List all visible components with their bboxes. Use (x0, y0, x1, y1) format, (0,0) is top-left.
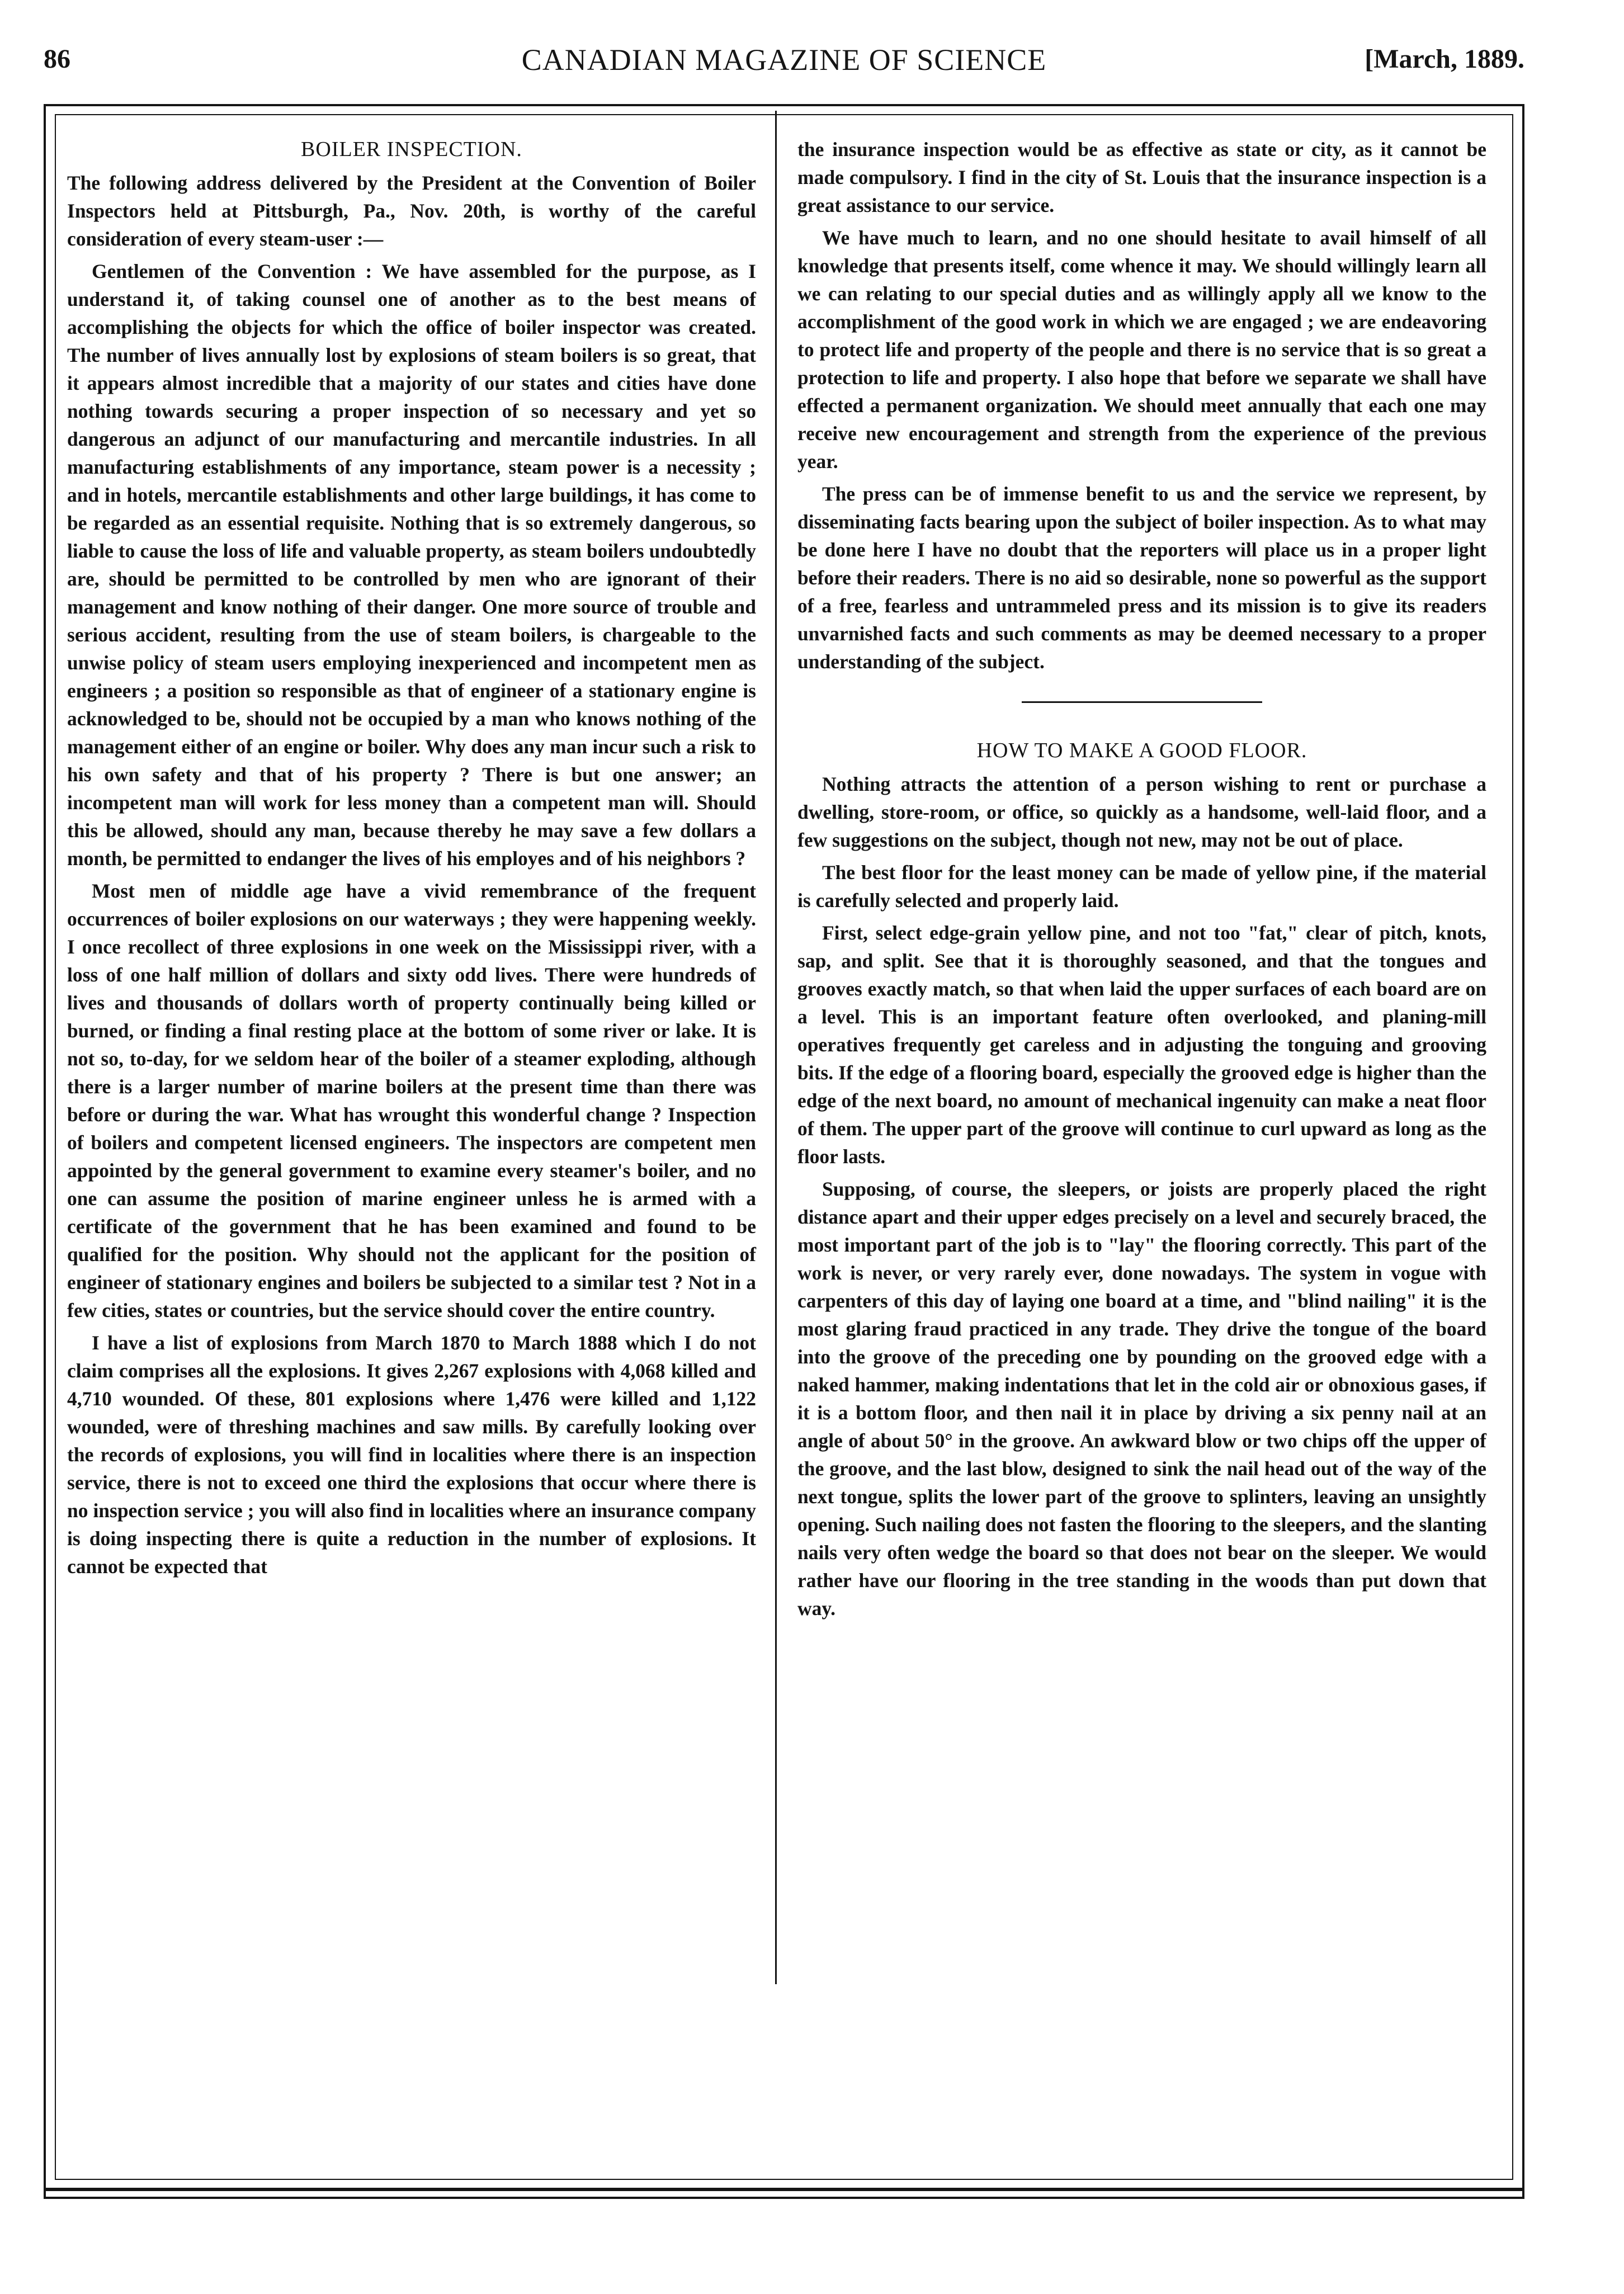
right-column (797, 135, 1486, 1627)
paragraph: The best floor for the least money can be made of yellow pine, if the material is carefully selected and properly laid. (797, 861, 1486, 912)
paragraph: Gentlemen of the Convention : We have assembled for the purpose, as I understand it, of taking counsel one of another as to the best means of accomplishing the objects for which the office of boiler inspector was created. The number of lives annually lost by explosions of steam boilers is so great, that it appears almost incredible that a majority of our states and cities have done nothing towards securing a proper inspection of so necessary and yet so dangerous an adjunct of our manufacturing and mercantile industries. In all manufacturing establishments of any importance, steam power is a necessity ; and in hotels, mercantile establishments and other large buildings, it has come to be regarded as an essential requisite. Nothing that is so extremely dangerous, so liable to cause the loss of life and valuable property, as steam boilers undoubtedly are, should be permitted to be controlled by men who are ignorant of their management and know nothing of their danger. One more source of trouble and serious accident, resulting from the use of steam boilers, is chargeable to the unwise policy of steam users employing inexperienced and incompetent men as engineers ; a position so responsible as that of engineer of a stationary engine is acknowledged to be, should not be occupied by a man who knows nothing of the management either of an engine or boiler. Why does any man incur such a risk to his own safety and that of his property ? There is but one answer; an incompetent man will work for less money than a competent man will. Should this be allowed, should any man, because thereby he may save a few dollars a month, be permitted to endanger the lives of his employes and of his neighbors ? (67, 260, 756, 870)
paragraph: First, select edge-grain yellow pine, and not too "fat," clear of pitch, knots, sap, and split. See that it is thoroughly seasoned, and that the tongues and grooves exactly match, so that when laid the upper surfaces of each board are on a level. This is an important feature often overlooked, and planing-mill operatives frequently get careless and in adjusting the tonguing and grooving bits. If the edge of a flooring board, especially the grooved edge is higher than the edge of the next board, no amount of mechanical ingenuity can make a neat floor of them. The upper part of the groove will continue to curl upward as long as the floor lasts. (797, 922, 1486, 1168)
paragraph: Supposing, of course, the sleepers, or joists are properly placed the right distance apart and their upper edges precisely on a level and securely braced, the most important part of the job is to "lay" the flooring correctly. This part of the work is never, or very rarely ever, done nowadays. The system in vogue with carpenters of this day of laying one board at a time, and "blind nailing" it is the most glaring fraud practiced in any trade. They drive the tongue of the board into the groove of the preceding one by pounding on the grooved edge with a naked hammer, making indentations that let in the cold air or obnoxious gases, if it is a bottom floor, and then nail it in place by driving a six penny nail at an angle of about 50° in the groove. An awkward blow or two chips off the upper of the groove, and the last blow, designed to sink the nail head out of the way of the next tongue, splits the lower part of the groove to splinters, leaving an unsightly opening. Such nailing does not fasten the flooring to the sleepers, and the slanting nails very often wedge the board so that does not bear on the sleeper. We would rather have our flooring in the tree standing in the woods than put down that way. (797, 1178, 1486, 1620)
magazine-title: CANADIAN MAGAZINE OF SCIENCE (521, 43, 1047, 77)
column-rule (775, 111, 777, 1984)
paragraph: I have a list of explosions from March 1870 to March 1888 which I do not claim comprises all the explosions. It gives 2,267 explosions with 4,068 killed and 4,710 wounded. Of these, 801 explosions where 1,476 were killed and 1,122 wounded, were of threshing machines and saw mills. By carefully looking over the records of explosions, you will find in localities where there is an inspection service, there is not to exceed one third the explosions that occur where there is no inspection service ; you will also find in localities where an insurance company is doing inspecting there is quite a reduction in the number of explosions. It cannot be expected that (67, 1332, 756, 1578)
paragraph: The press can be of immense benefit to us and the service we represent, by disseminating facts bearing upon the subject of boiler inspection. As to what may be done here I have no doubt that the reporters will place us in a proper light before their readers. There is no aid so desirable, none so powerful as the support of a free, fearless and untrammeled press and its mission is to give its readers unvarnished facts and such comments as may be deemed necessary to a proper understanding of the subject. (797, 483, 1486, 673)
section-divider (1022, 701, 1262, 703)
left-column (67, 135, 756, 1585)
issue-date: [March, 1889. (1365, 44, 1524, 74)
article-title-good-floor: HOW TO MAKE A GOOD FLOOR. (976, 739, 1307, 762)
paragraph: We have much to learn, and no one should hesitate to avail himself of all knowledge that presents itself, come whence it may. We should willingly learn all we can relating to our special duties and as willingly apply all we know to the accomplishment of the good work in which we are engaged ; we are endeavoring to protect life and property of the people and there is no service that is so great a protection to life and property. I also hope that before we separate we shall have effected a permanent organization. We should meet annually that each one may receive new encouragement and strength from the experience of the previous year. (797, 226, 1486, 473)
running-header (44, 44, 1524, 83)
paragraph-continued: the insurance inspection would be as effective as state or city, as it cannot be made compulsory. I find in the city of St. Louis that the insurance inspection is a great assistance to our service. (797, 138, 1486, 216)
paragraph: Nothing attracts the attention of a person wishing to rent or purchase a dwelling, store-room, or office, so quickly as a handsome, well-laid floor, and a few suggestions on the subject, though not new, may not be out of place. (797, 773, 1486, 851)
paragraph: Most men of middle age have a vivid remembrance of the frequent occurrences of boiler explosions on our waterways ; they were happening weekly. I once recollect of three explosions in one week on the Mississippi river, with a loss of one half million of dollars and sixty odd lives. There were hundreds of lives and thousands of dollars worth of property continually being killed or burned, or finding a final resting place at the bottom of some river or lake. It is not so, to-day, for we seldom hear of the boiler of a steamer exploding, although there is a larger number of marine boilers at the present time than there was before or during the war. What has wrought this wonderful change ? Inspection of boilers and competent licensed engineers. The inspectors are competent men appointed by the general government to examine every steamer's boiler, and no one can assume the position of marine engineer unless he is armed with a certificate of the government that he has been examined and found to be qualified for the position. Why should not the applicant for the position of engineer of stationary engines and boilers be subjected to a similar test ? Not in a few cities, states or countries, but the service should cover the entire country. (67, 880, 756, 1321)
paragraph: The following address delivered by the President at the Convention of Boiler Inspectors held at Pittsburgh, Pa., Nov. 20th, is worthy of the careful consideration of every steam-user :— (67, 172, 756, 250)
page-number: 86 (44, 44, 70, 74)
bottom-rule (46, 2188, 1522, 2191)
page-frame (44, 104, 1524, 2199)
article-title-boiler-inspection: BOILER INSPECTION. (301, 138, 522, 161)
